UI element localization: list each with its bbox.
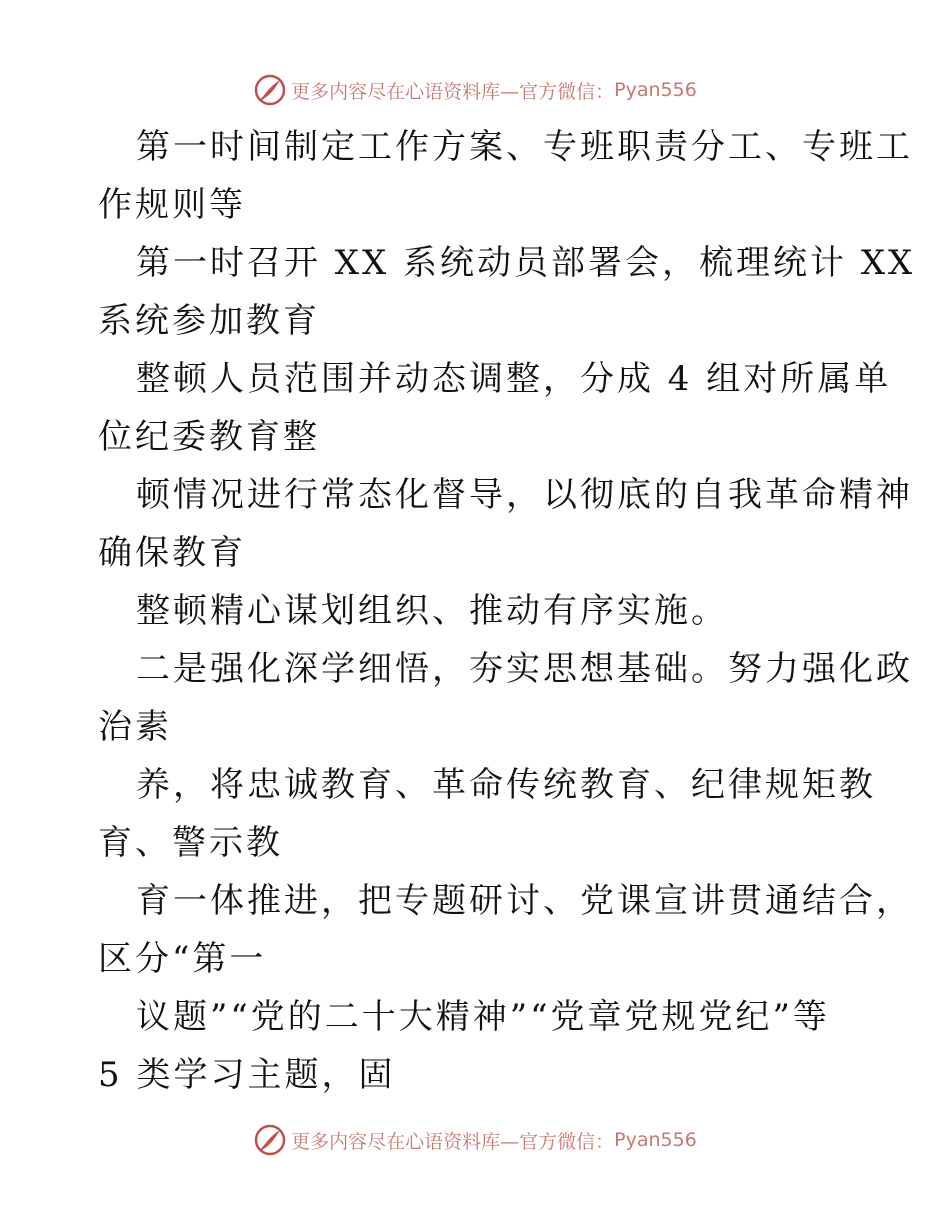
text-line: 养，将忠诚教育、革命传统教育、纪律规矩教	[136, 765, 876, 805]
text-line: 位纪委教育整	[98, 417, 320, 457]
text-line: 育、警示教	[98, 823, 283, 863]
text-line: 议题”“党的二十大精神”“党章党规党纪”等	[136, 997, 830, 1037]
watermark-wechat-id: Pyan556	[614, 1129, 697, 1151]
header-watermark	[0, 70, 950, 110]
text-line: 育一体推进，把专题研讨、党课宣讲贯通结合，	[136, 881, 913, 921]
quill-logo-icon	[253, 1123, 287, 1157]
text-line: 顿情况进行常态化督导，以彻底的自我革命精神	[136, 475, 913, 515]
text-line: 作规则等	[98, 185, 246, 225]
watermark-text: 更多内容尽在心语资料库—官方微信：	[291, 80, 615, 103]
document-body	[98, 118, 916, 1104]
text-line: 区分“第一	[98, 939, 267, 979]
text-line: 二是强化深学细悟，夯实思想基础。努力强化政	[136, 649, 913, 689]
text-line: 确保教育	[98, 533, 246, 573]
watermark-wechat-id: Pyan556	[614, 79, 697, 101]
watermark-text: 更多内容尽在心语资料库—官方微信：	[291, 1130, 615, 1153]
text-line: 整顿人员范围并动态调整，分成 4 组对所属单	[136, 359, 892, 399]
text-line: 第一时召开 XX 系统动员部署会，梳理统计 XX	[136, 243, 916, 283]
text-line: 5 类学习主题，固	[98, 1055, 396, 1095]
quill-logo-icon	[253, 73, 287, 107]
text-line: 治素	[98, 707, 172, 747]
footer-watermark	[0, 1120, 950, 1160]
text-line: 系统参加教育	[98, 301, 320, 341]
text-line: 整顿精心谋划组织、推动有序实施。	[136, 591, 728, 631]
text-line: 第一时间制定工作方案、专班职责分工、专班工	[136, 127, 913, 167]
